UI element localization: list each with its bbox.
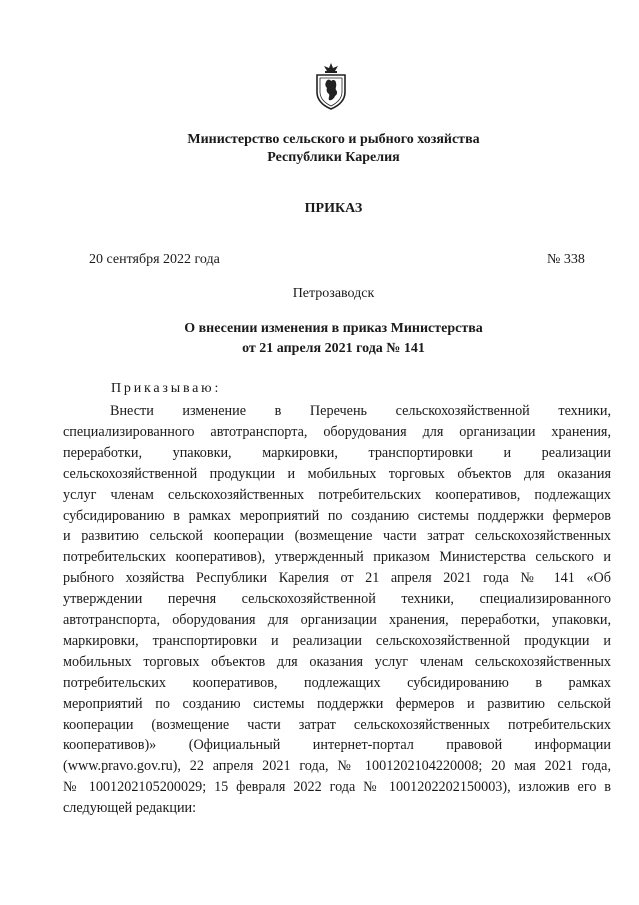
- body-line: сельскохозяйственной продукции и мобильных торговых объектов для оказания: [63, 465, 611, 482]
- body-line: следующей редакции:: [63, 800, 197, 817]
- body-line: переработки, упаковки, маркировки, транспортировки и реализации: [63, 444, 611, 461]
- body-line: потребительских кооперативов, подлежащих субсидированию в рамках: [63, 674, 611, 691]
- body-line: мобильных торговых объектов для оказания услуг членам сельскохозяйственных: [63, 653, 611, 670]
- body-line: кооперативов)» (Официальный интернет-портал правовой информации: [63, 737, 611, 754]
- ministry-name-line1: Министерство сельского и рыбного хозяйства: [187, 132, 480, 147]
- body-line: маркировки, транспортировки и реализации сельскохозяйственной продукции и: [63, 632, 611, 649]
- order-number: № 338: [547, 252, 585, 267]
- body-line: утверждении перечня сельскохозяйственной техники, специализированного: [63, 591, 611, 608]
- subject-line2: от 21 апреля 2021 года № 141: [242, 341, 425, 356]
- body-line: № 1001202105200029; 15 февраля 2022 года № 1001202202150003), изложив его в: [63, 779, 611, 796]
- orders-word: Приказываю:: [111, 381, 222, 396]
- body-line: специализированного автотранспорта, оборудования для организации хранения,: [63, 423, 611, 440]
- body-line: потребительских кооперативов), утвержденный приказом Министерства сельского и: [63, 549, 611, 566]
- ministry-name-line2: Республики Карелия: [267, 150, 400, 165]
- body-line: и развитию сельской кооперации (возмещение части затрат сельскохозяйственных: [63, 528, 611, 545]
- body-line: субсидированию в рамках мероприятий по созданию системы поддержки фермеров: [63, 507, 611, 524]
- body-line: услуг членам сельскохозяйственных потребительских кооперативов, подлежащих: [63, 486, 611, 503]
- body-line: кооперации (возмещение части затрат сельскохозяйственных потребительских: [63, 716, 611, 733]
- city-name: Петрозаводск: [292, 286, 375, 301]
- body-line: автотранспорта, оборудования для организации хранения, переработки, упаковки,: [63, 612, 611, 628]
- body-line: Внести изменение в Перечень сельскохозяйственной техники,: [110, 403, 611, 419]
- subject-line1: О внесении изменения в приказ Министерства: [184, 321, 483, 336]
- body-line: мероприятий по созданию системы поддержки фермеров и развитию сельской: [63, 695, 611, 712]
- body-line: рыбного хозяйства Республики Карелия от 21 апреля 2021 года № 141 «Об: [63, 570, 611, 587]
- document-type-heading: ПРИКАЗ: [304, 201, 363, 216]
- order-date: 20 сентября 2022 года: [89, 252, 220, 267]
- coat-of-arms-emblem: [314, 62, 348, 110]
- body-line: (www.pravo.gov.ru), 22 апреля 2021 года, № 1001202104220008; 20 мая 2021 года,: [63, 758, 611, 775]
